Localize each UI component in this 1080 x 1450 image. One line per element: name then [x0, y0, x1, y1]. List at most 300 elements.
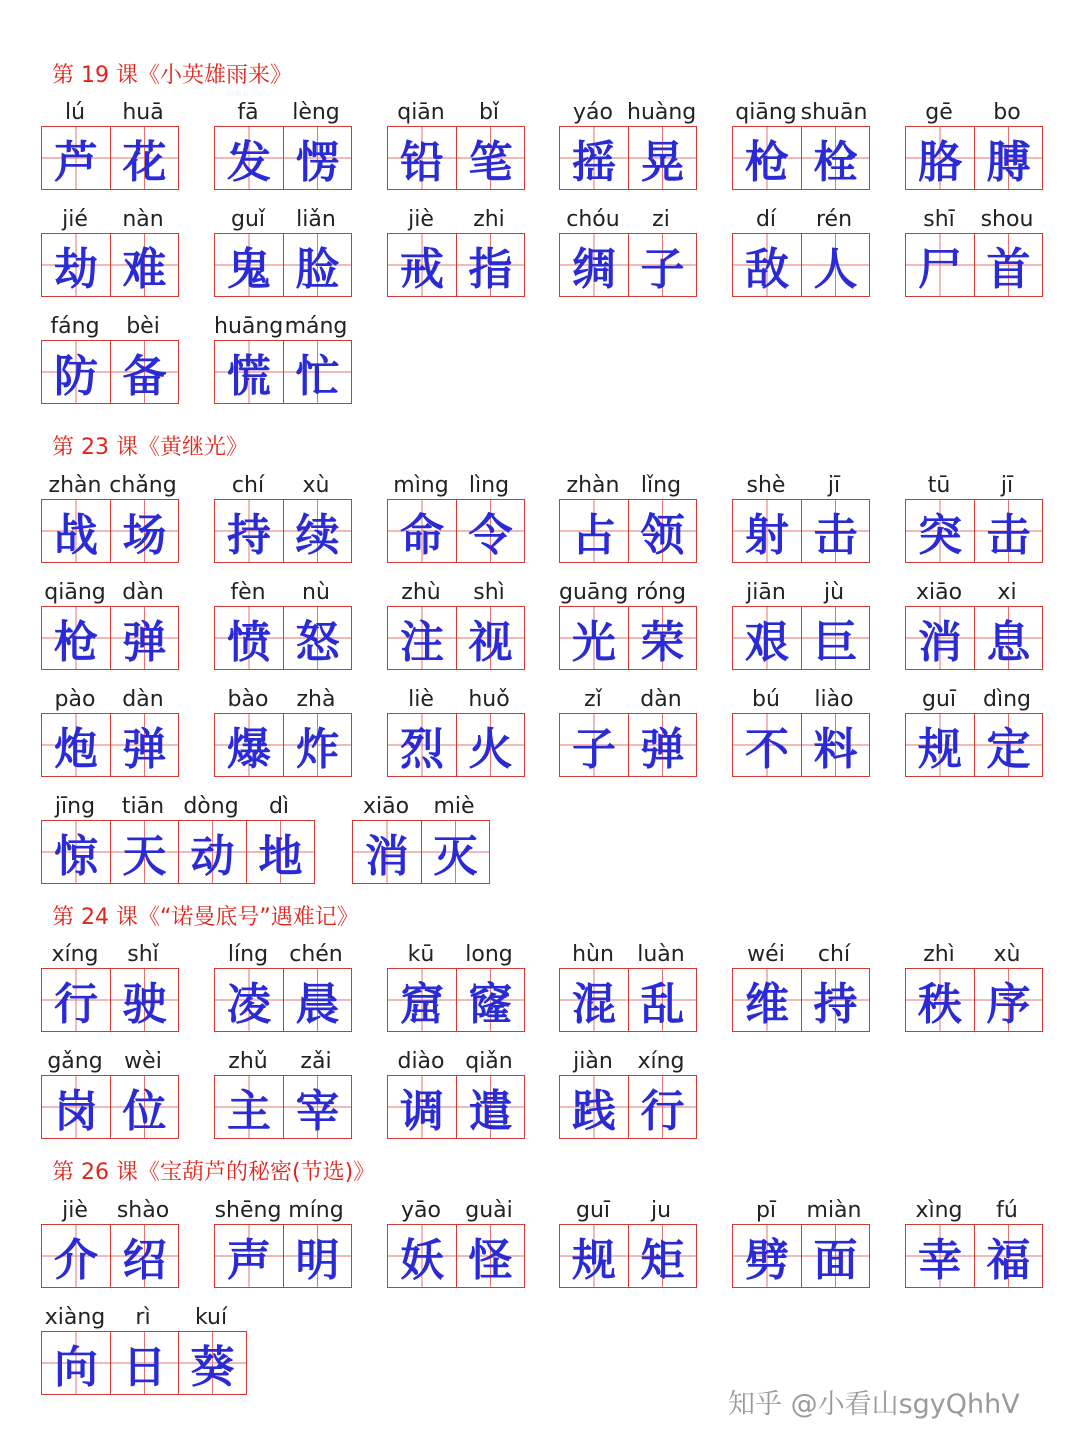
hanzi-character: 不: [745, 724, 789, 775]
hanzi-character: 备: [122, 351, 167, 402]
hanzi-character: 窿: [468, 979, 513, 1030]
pinyin-label: hùn: [572, 942, 614, 967]
pinyin-label: miàn: [806, 1198, 862, 1223]
tianzige-cell: [215, 1225, 283, 1287]
tianzige-grid: [41, 1075, 179, 1139]
pinyin-label: yāo: [401, 1198, 441, 1223]
hanzi-character: 弹: [122, 724, 167, 775]
pinyin-label: dàn: [640, 687, 682, 712]
tianzige-grid: [214, 126, 352, 190]
tianzige-cell: [628, 714, 696, 776]
hanzi-character: 子: [640, 244, 685, 295]
vocabulary-word: [41, 580, 179, 687]
hanzi-character: 荣: [640, 617, 685, 668]
pinyin-label: jiè: [408, 207, 434, 232]
vocabulary-word: [214, 473, 352, 580]
pinyin-label: xiāo: [915, 580, 963, 605]
vocabulary-word: [41, 794, 315, 901]
pinyin-label: jù: [823, 580, 845, 605]
vocabulary-word: [905, 473, 1043, 580]
pinyin-label: shēng: [214, 1198, 282, 1223]
hanzi-character: 行: [54, 979, 98, 1030]
tianzige-grid: [41, 713, 179, 777]
pinyin-label: shào: [116, 1198, 170, 1223]
lesson-title: 第 26 课《宝葫芦的秘密(节选)》: [52, 1160, 376, 1185]
tianzige-cell: [215, 127, 283, 189]
vocabulary-word: [905, 1198, 1043, 1305]
hanzi-character: 忙: [295, 351, 340, 402]
tianzige-cell: [733, 607, 801, 669]
tianzige-grid: [559, 606, 697, 670]
pinyin-label: mìng: [393, 473, 449, 498]
pinyin-label: xìng: [915, 1198, 963, 1223]
pinyin-label: bèi: [126, 314, 160, 339]
tianzige-cell: [283, 234, 351, 296]
hanzi-character: 指: [468, 244, 513, 295]
vocabulary-word: [559, 1049, 697, 1156]
hanzi-character: 烈: [400, 724, 444, 775]
hanzi-character: 声: [227, 1235, 271, 1286]
lesson-title: 第 19 课《小英雄雨来》: [52, 63, 292, 88]
tianzige-cell: [110, 607, 178, 669]
tianzige-cell: [560, 607, 628, 669]
tianzige-grid: [387, 233, 525, 297]
pinyin-label: róng: [636, 580, 686, 605]
pinyin-label: wèi: [124, 1049, 162, 1074]
tianzige-grid: [214, 1224, 352, 1288]
tianzige-grid: [387, 968, 525, 1032]
pinyin-label: liǎn: [296, 207, 336, 232]
tianzige-cell: [628, 1076, 696, 1138]
hanzi-character: 定: [986, 724, 1031, 775]
tianzige-grid: [387, 606, 525, 670]
hanzi-character: 乱: [640, 979, 685, 1030]
vocabulary-word: [214, 1198, 352, 1305]
tianzige-cell: [801, 607, 869, 669]
pinyin-label: guāng: [559, 580, 629, 605]
hanzi-character: 消: [918, 617, 962, 668]
vocabulary-word: [214, 100, 352, 207]
pinyin-label: fèn: [230, 580, 266, 605]
tianzige-cell: [283, 341, 351, 403]
hanzi-character: 击: [813, 510, 858, 561]
tianzige-cell: [215, 234, 283, 296]
pinyin-label: pào: [54, 687, 96, 712]
tianzige-cell: [388, 969, 456, 1031]
hanzi-character: 爆: [227, 724, 271, 775]
tianzige-cell: [974, 607, 1042, 669]
pinyin-label: dìng: [983, 687, 1031, 712]
tianzige-grid: [559, 499, 697, 563]
tianzige-cell: [42, 821, 110, 883]
tianzige-grid: [352, 820, 490, 884]
pinyin-label: líng: [227, 942, 269, 967]
tianzige-cell: [974, 1225, 1042, 1287]
pinyin-label: jī: [827, 473, 841, 498]
pinyin-label: shè: [746, 473, 786, 498]
tianzige-grid: [559, 126, 697, 190]
pinyin-label: jiàn: [573, 1049, 613, 1074]
tianzige-cell: [283, 969, 351, 1031]
pinyin-label: bo: [993, 100, 1021, 125]
hanzi-character: 炸: [295, 724, 340, 775]
vocabulary-word: [41, 687, 179, 794]
pinyin-label: zhi: [473, 207, 505, 232]
hanzi-character: 葵: [190, 1342, 235, 1393]
tianzige-cell: [283, 500, 351, 562]
hanzi-character: 窟: [400, 979, 444, 1030]
pinyin-label: bǐ: [478, 100, 500, 125]
hanzi-character: 晨: [295, 979, 340, 1030]
pinyin-label: xù: [302, 473, 330, 498]
tianzige-grid: [41, 499, 179, 563]
tianzige-grid: [41, 1331, 247, 1395]
hanzi-character: 人: [813, 244, 858, 295]
tianzige-cell: [974, 127, 1042, 189]
pinyin-label: wéi: [747, 942, 785, 967]
pinyin-label: zhǔ: [228, 1049, 268, 1074]
hanzi-character: 戒: [400, 244, 444, 295]
tianzige-grid: [905, 606, 1043, 670]
tianzige-cell: [456, 1076, 524, 1138]
hanzi-character: 凌: [227, 979, 271, 1030]
pinyin-label: qiāng: [735, 100, 797, 125]
tianzige-cell: [215, 969, 283, 1031]
tianzige-cell: [178, 1332, 246, 1394]
pinyin-label: zhàn: [566, 473, 620, 498]
tianzige-grid: [214, 606, 352, 670]
tianzige-cell: [42, 127, 110, 189]
pinyin-label: guǐ: [230, 207, 266, 232]
hanzi-character: 战: [54, 510, 98, 561]
hanzi-character: 绍: [122, 1235, 167, 1286]
vocabulary-word: [559, 473, 697, 580]
hanzi-character: 弹: [640, 724, 685, 775]
hanzi-character: 调: [400, 1086, 444, 1137]
hanzi-character: 首: [986, 244, 1031, 295]
hanzi-character: 秩: [918, 979, 962, 1030]
pinyin-label: xíng: [51, 942, 99, 967]
pinyin-label: jiān: [746, 580, 786, 605]
lesson-title: 第 23 课《黄继光》: [52, 435, 248, 460]
tianzige-cell: [110, 821, 178, 883]
hanzi-character: 日: [122, 1342, 167, 1393]
pinyin-label: kū: [407, 942, 435, 967]
pinyin-label: zǎi: [300, 1049, 332, 1074]
pinyin-label: luàn: [637, 942, 685, 967]
tianzige-grid: [905, 126, 1043, 190]
hanzi-character: 摇: [572, 137, 616, 188]
hanzi-character: 地: [258, 831, 303, 882]
tianzige-grid: [214, 968, 352, 1032]
vocabulary-word: [732, 100, 870, 207]
tianzige-grid: [732, 606, 870, 670]
hanzi-character: 主: [227, 1086, 271, 1137]
tianzige-cell: [560, 714, 628, 776]
vocabulary-word: [732, 687, 870, 794]
vocabulary-word: [559, 687, 697, 794]
pinyin-label: xù: [993, 942, 1021, 967]
tianzige-grid: [387, 1224, 525, 1288]
pinyin-label: zhù: [401, 580, 441, 605]
hanzi-character: 膊: [986, 137, 1031, 188]
tianzige-cell: [906, 969, 974, 1031]
vocabulary-word: [41, 1305, 247, 1412]
hanzi-character: 胳: [918, 137, 962, 188]
tianzige-cell: [733, 969, 801, 1031]
pinyin-label: fáng: [50, 314, 100, 339]
hanzi-character: 动: [190, 831, 235, 882]
tianzige-cell: [628, 607, 696, 669]
vocabulary-word: [41, 100, 179, 207]
hanzi-character: 息: [986, 617, 1031, 668]
vocabulary-word: [387, 100, 525, 207]
hanzi-character: 遣: [468, 1086, 513, 1137]
tianzige-cell: [974, 969, 1042, 1031]
tianzige-cell: [178, 821, 246, 883]
tianzige-cell: [906, 500, 974, 562]
hanzi-character: 劫: [54, 244, 98, 295]
hanzi-character: 规: [572, 1235, 616, 1286]
tianzige-cell: [801, 969, 869, 1031]
hanzi-character: 明: [295, 1235, 340, 1286]
pinyin-label: qiān: [397, 100, 445, 125]
pinyin-label: huàng: [627, 100, 697, 125]
pinyin-label: gǎng: [47, 1049, 103, 1074]
vocabulary-word: [387, 580, 525, 687]
vocabulary-word: [732, 473, 870, 580]
pinyin-label: xíng: [637, 1049, 685, 1074]
tianzige-cell: [110, 1076, 178, 1138]
hanzi-character: 幸: [918, 1235, 962, 1286]
hanzi-character: 怪: [468, 1235, 513, 1286]
hanzi-character: 维: [745, 979, 789, 1030]
tianzige-cell: [246, 821, 314, 883]
hanzi-character: 混: [572, 979, 616, 1030]
pinyin-label: zhàn: [48, 473, 102, 498]
vocabulary-word: [352, 794, 490, 901]
hanzi-character: 炮: [54, 724, 98, 775]
hanzi-character: 难: [122, 244, 167, 295]
pinyin-label: tū: [927, 473, 951, 498]
pinyin-label: nù: [302, 580, 330, 605]
tianzige-cell: [42, 234, 110, 296]
hanzi-character: 火: [468, 724, 513, 775]
vocabulary-word: [732, 1198, 870, 1305]
tianzige-grid: [905, 499, 1043, 563]
hanzi-character: 续: [295, 510, 340, 561]
tianzige-cell: [283, 1076, 351, 1138]
pinyin-label: liào: [814, 687, 854, 712]
tianzige-cell: [215, 500, 283, 562]
tianzige-cell: [801, 500, 869, 562]
tianzige-grid: [41, 968, 179, 1032]
pinyin-label: miè: [433, 794, 475, 819]
tianzige-cell: [906, 607, 974, 669]
tianzige-cell: [628, 969, 696, 1031]
tianzige-cell: [42, 1225, 110, 1287]
tianzige-cell: [110, 341, 178, 403]
tianzige-cell: [906, 127, 974, 189]
pinyin-label: dàn: [122, 687, 164, 712]
tianzige-cell: [906, 1225, 974, 1287]
vocabulary-word: [732, 942, 870, 1049]
tianzige-grid: [905, 713, 1043, 777]
tianzige-cell: [42, 500, 110, 562]
pinyin-label: zǐ: [584, 687, 602, 712]
pinyin-label: chí: [231, 473, 265, 498]
pinyin-label: qiāng: [44, 580, 106, 605]
tianzige-grid: [41, 126, 179, 190]
tianzige-grid: [387, 1075, 525, 1139]
pinyin-label: huāng: [214, 314, 284, 339]
hanzi-character: 场: [122, 510, 167, 561]
tianzige-grid: [214, 1075, 352, 1139]
tianzige-cell: [42, 607, 110, 669]
tianzige-cell: [628, 500, 696, 562]
tianzige-cell: [283, 1225, 351, 1287]
pinyin-label: chóu: [566, 207, 620, 232]
hanzi-character: 晃: [640, 137, 685, 188]
tianzige-cell: [215, 714, 283, 776]
pinyin-label: fā: [237, 100, 259, 125]
hanzi-character: 脸: [295, 244, 340, 295]
tianzige-cell: [456, 1225, 524, 1287]
tianzige-cell: [110, 714, 178, 776]
vocabulary-word: [387, 942, 525, 1049]
tianzige-grid: [41, 340, 179, 404]
pinyin-label: zhà: [296, 687, 336, 712]
tianzige-cell: [42, 1076, 110, 1138]
tianzige-grid: [905, 1224, 1043, 1288]
pinyin-label: máng: [284, 314, 348, 339]
hanzi-character: 防: [54, 351, 98, 402]
pinyin-label: xiàng: [44, 1305, 106, 1330]
vocabulary-word: [214, 207, 352, 314]
pinyin-label: long: [465, 942, 513, 967]
hanzi-character: 介: [54, 1235, 98, 1286]
hanzi-character: 子: [572, 724, 616, 775]
vocabulary-word: [387, 473, 525, 580]
lesson-title: 第 24 课《“诺曼底号”遇难记》: [52, 905, 359, 930]
tianzige-cell: [421, 821, 489, 883]
vocabulary-word: [559, 207, 697, 314]
tianzige-grid: [732, 233, 870, 297]
hanzi-character: 怒: [295, 617, 340, 668]
tianzige-grid: [559, 713, 697, 777]
pinyin-label: jiè: [62, 1198, 88, 1223]
pinyin-label: zi: [652, 207, 670, 232]
hanzi-character: 矩: [640, 1235, 685, 1286]
hanzi-character: 光: [572, 617, 616, 668]
tianzige-cell: [283, 714, 351, 776]
hanzi-character: 愣: [295, 137, 340, 188]
vocabulary-word: [387, 687, 525, 794]
tianzige-cell: [906, 714, 974, 776]
tianzige-cell: [110, 500, 178, 562]
pinyin-label: míng: [288, 1198, 344, 1223]
pinyin-label: xi: [997, 580, 1017, 605]
hanzi-character: 福: [986, 1235, 1031, 1286]
vocabulary-word: [214, 1049, 352, 1156]
tianzige-grid: [905, 968, 1043, 1032]
tianzige-cell: [215, 341, 283, 403]
pinyin-label: xiāo: [362, 794, 410, 819]
tianzige-cell: [733, 500, 801, 562]
tianzige-grid: [732, 968, 870, 1032]
vocabulary-word: [41, 1198, 179, 1305]
vocabulary-word: [214, 314, 352, 421]
tianzige-cell: [388, 127, 456, 189]
vocabulary-word: [387, 207, 525, 314]
tianzige-cell: [456, 969, 524, 1031]
tianzige-cell: [628, 127, 696, 189]
hanzi-character: 序: [986, 979, 1031, 1030]
vocabulary-word: [732, 207, 870, 314]
vocabulary-word: [41, 473, 179, 580]
hanzi-character: 芦: [54, 137, 98, 188]
pinyin-label: chí: [817, 942, 851, 967]
vocabulary-word: [41, 314, 179, 421]
tianzige-cell: [560, 969, 628, 1031]
pinyin-label: shuān: [800, 100, 868, 125]
tianzige-cell: [801, 234, 869, 296]
hanzi-character: 消: [365, 831, 409, 882]
tianzige-grid: [387, 499, 525, 563]
pinyin-label: rén: [815, 207, 853, 232]
tianzige-cell: [215, 1076, 283, 1138]
pinyin-label: lìng: [468, 473, 510, 498]
tianzige-cell: [42, 969, 110, 1031]
vocabulary-word: [905, 100, 1043, 207]
vocabulary-word: [732, 580, 870, 687]
tianzige-cell: [733, 127, 801, 189]
hanzi-character: 枪: [745, 137, 789, 188]
tianzige-grid: [41, 1224, 179, 1288]
pinyin-label: yáo: [573, 100, 613, 125]
vocabulary-word: [387, 1198, 525, 1305]
hanzi-character: 持: [813, 979, 858, 1030]
tianzige-cell: [456, 500, 524, 562]
vocabulary-word: [41, 207, 179, 314]
hanzi-character: 令: [468, 510, 513, 561]
pinyin-label: ju: [650, 1198, 672, 1223]
hanzi-character: 艰: [745, 617, 789, 668]
tianzige-cell: [388, 607, 456, 669]
tianzige-cell: [388, 234, 456, 296]
hanzi-character: 鬼: [227, 244, 271, 295]
tianzige-cell: [733, 234, 801, 296]
pinyin-label: huā: [122, 100, 164, 125]
pinyin-label: guài: [465, 1198, 513, 1223]
tianzige-cell: [628, 234, 696, 296]
tianzige-cell: [974, 714, 1042, 776]
pinyin-label: shì: [473, 580, 505, 605]
tianzige-cell: [42, 341, 110, 403]
hanzi-character: 料: [813, 724, 858, 775]
tianzige-cell: [974, 234, 1042, 296]
pinyin-label: shou: [980, 207, 1034, 232]
hanzi-character: 弹: [122, 617, 167, 668]
vocabulary-word: [559, 1198, 697, 1305]
tianzige-cell: [560, 234, 628, 296]
pinyin-label: lǐng: [640, 473, 682, 498]
tianzige-grid: [214, 713, 352, 777]
hanzi-character: 行: [640, 1086, 685, 1137]
tianzige-grid: [732, 499, 870, 563]
pinyin-label: tiān: [121, 794, 165, 819]
tianzige-cell: [456, 234, 524, 296]
